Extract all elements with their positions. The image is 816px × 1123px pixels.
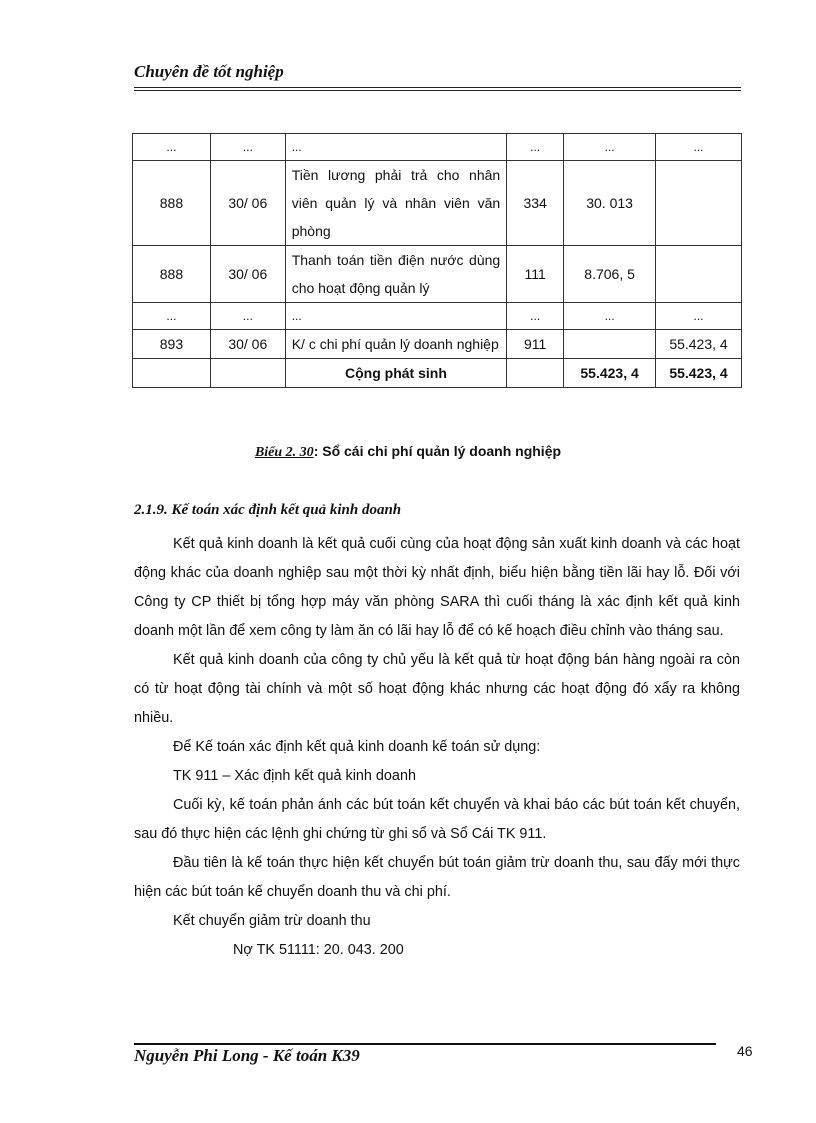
cell-account: 911 [507,330,564,359]
paragraph: Kết quả kinh doanh của công ty chủ yếu là kết quả từ hoạt động bán hàng ngoài ra còn có từ hoạt động tài chính và một số hoạt động khác nhưng các hoạt động đó xẩy ra không nhiều. [134,652,740,726]
paragraph-entry: Nợ TK 51111: 20. 043. 200 [233,942,404,958]
cell-date: 30/ 06 [210,330,285,359]
cell-description: K/ c chi phí quản lý doanh nghiệp [285,330,506,359]
cell-credit: ... [656,303,742,330]
cell-account: 111 [507,246,564,303]
table-row [133,161,742,246]
page-header-title: Chuyên đề tốt nghiệp [134,62,284,81]
cell-date: ... [210,303,285,330]
cell-empty [210,359,285,388]
cell-date: ... [210,134,285,161]
body-text [134,530,740,965]
paragraph: TK 911 – Xác định kết quả kinh doanh [173,768,416,784]
caption-label: Biểu 2. 30 [254,445,314,460]
cell-debit: ... [564,303,656,330]
table-row [133,330,742,359]
total-credit: 55.423, 4 [656,359,742,388]
cell-empty [133,359,211,388]
header-rule-top [134,87,741,88]
cell-voucher-no: 888 [133,161,211,246]
paragraph: Đầu tiên là kế toán thực hiện kết chuyển bút toán giảm trừ doanh thu, sau đấy mới thực hiện các bút toán kế chuyển doanh thu và chi phí. [134,855,740,900]
cell-account: 334 [507,161,564,246]
cell-debit: 8.706, 5 [564,246,656,303]
cell-description: Thanh toán tiền điện nước dùng cho hoạt động quản lý [285,246,506,303]
cell-voucher-no: 893 [133,330,211,359]
cell-debit [564,330,656,359]
paragraph: Cuối kỳ, kế toán phản ánh các bút toán kết chuyển và khai báo các bút toán kết chuyển, sau đó thực hiện các lệnh ghi chứng từ ghi sổ và Sổ Cái TK 911. [134,797,740,842]
cell-credit: ... [656,134,742,161]
header-rule-bottom [134,90,741,91]
cell-empty [507,359,564,388]
cell-date: 30/ 06 [210,246,285,303]
paragraph: Kết chuyển giảm trừ doanh thu [173,913,371,929]
cell-date: 30/ 06 [210,161,285,246]
total-label: Cộng phát sinh [285,359,506,388]
footer-rule [134,1043,716,1045]
cell-debit: ... [564,134,656,161]
cell-description: ... [285,134,506,161]
cell-voucher-no: ... [133,134,211,161]
cell-account: ... [507,134,564,161]
table-caption [0,443,816,461]
footer-author: Nguyễn Phi Long - Kế toán K39 [134,1046,360,1065]
page-number: 46 [737,1043,753,1059]
table-total-row [133,359,742,388]
cell-debit: 30. 013 [564,161,656,246]
table-row-ellipsis [133,303,742,330]
cell-credit [656,161,742,246]
caption-text: : Sổ cái chi phí quản lý doanh nghiệp [313,443,562,459]
total-debit: 55.423, 4 [564,359,656,388]
cell-account: ... [507,303,564,330]
section-heading: 2.1.9. Kế toán xác định kết quả kinh doanh [134,502,402,518]
table-row [133,246,742,303]
cell-credit: 55.423, 4 [656,330,742,359]
cell-description: Tiền lương phải trả cho nhân viên quản lý và nhân viên văn phòng [285,161,506,246]
cell-voucher-no: ... [133,303,211,330]
cell-description: ... [285,303,506,330]
paragraph: Kết quả kinh doanh là kết quả cuối cùng của hoạt động sản xuất kinh doanh và các hoạt động khác của doanh nghiệp sau một thời kỳ nhất định, biểu hiện bằng tiền lãi hay lỗ. Đối với Công ty CP thiết bị tổng hợp máy văn phòng SARA thì cuối tháng là xác định kết quả kinh doanh một lần để xem công ty làm ăn có lãi hay lỗ để có kế hoạch điều chỉnh vào tháng sau. [134,536,740,639]
cell-credit [656,246,742,303]
cell-voucher-no: 888 [133,246,211,303]
ledger-table [132,133,742,388]
table-row-ellipsis [133,134,742,161]
paragraph: Để Kế toán xác định kết quả kinh doanh kế toán sử dụng: [173,739,541,755]
